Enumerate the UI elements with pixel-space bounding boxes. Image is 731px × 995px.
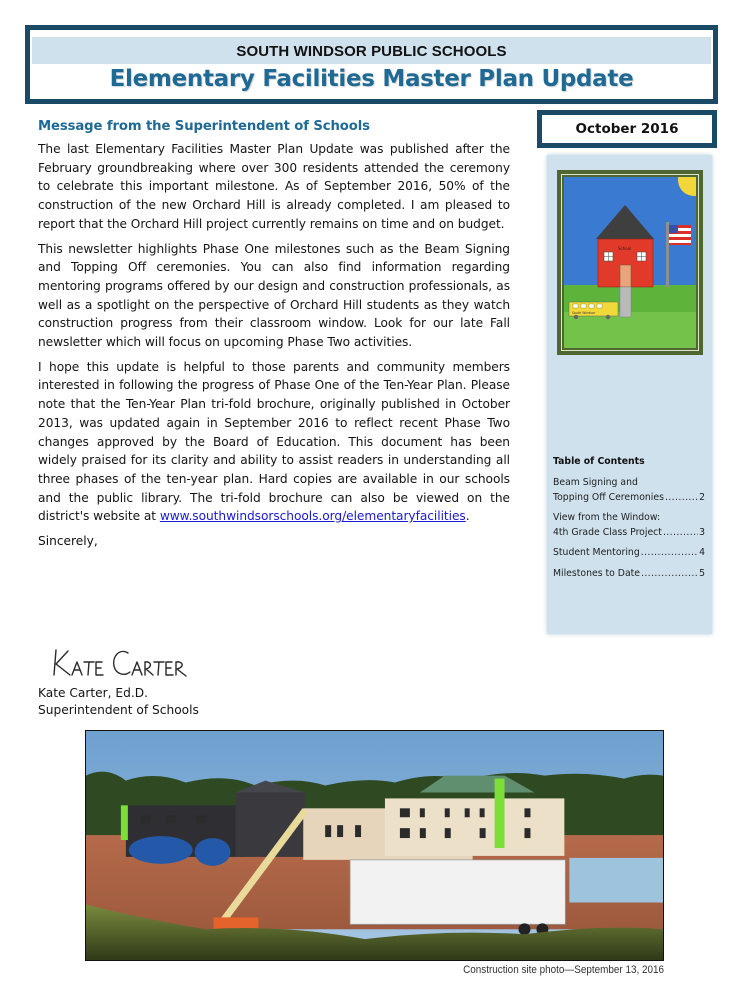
toc-leader-dots <box>665 491 698 506</box>
house-door <box>620 265 631 287</box>
toc-item-label: Student Mentoring <box>553 547 640 558</box>
newsletter-title: Elementary Facilities Master Plan Update <box>109 66 634 92</box>
signer-title: Superintendent of Schools <box>38 702 199 717</box>
construction-site-photo <box>85 730 664 961</box>
district-website-link[interactable]: www.southwindsorschools.org/elementaryfacilities <box>159 509 466 524</box>
flagpole <box>666 222 669 287</box>
bus-label: South Windsor <box>572 311 596 315</box>
sidebar <box>547 155 712 634</box>
letter-paragraph-2: This newsletter highlights Phase One milestones such as the Beam Signing and Topping Off ceremonies. You can also find information regarding mentoring programs offered by our design and construction professionals, as well as a spotlight on the perspective of Orchard Hill students as they watch construction progress from their classroom window. Look for our late Fall newsletter which will focus on upcoming Phase Two activities. <box>38 241 510 350</box>
toc-item-line1: View from the Window: <box>553 512 661 523</box>
toc-item-label: Topping Off Ceremonies <box>553 491 664 503</box>
photo-caption: Construction site photo—September 13, 2016 <box>463 964 664 976</box>
toc-title: Table of Contents <box>553 456 645 467</box>
handwritten-signature <box>50 644 210 680</box>
student-drawing <box>564 177 696 348</box>
issue-date: October 2016 <box>537 110 717 148</box>
toc-item-page: 2 <box>699 491 705 503</box>
letter-paragraph-1: The last Elementary Facilities Master Plan Update was published after the February groundbreaking where over 300 residents attended the ceremony to celebrate this important milestone. As of September 2016, 50% of the construction of the new Orchard Hill is already completed. I am pleased to report that the Orchard Hill project currently remains on time and on budget. <box>38 142 510 231</box>
toc-item-page: 5 <box>699 567 705 579</box>
letter-paragraph-3-text: I hope this update is helpful to those parents and community members interested in following the progress of Phase One of the Ten-Year Plan. Please note that the Ten-Year Plan tri-fold brochure, originally published in October 2013, was updated again in September 2016 to reflect recent Phase Two changes approved by the Board of Education. This document has been widely praised for its clarity and ability to assist readers in understanding all three phases of the ten-year plan. Hard copies are available in our schools and the public library. The tri-fold brochure can also be viewed on the district's website at <box>38 359 510 524</box>
sign-off: Sincerely, <box>38 534 98 549</box>
newsletter-header <box>25 25 718 104</box>
toc-item-page: 4 <box>699 547 705 558</box>
toc-item[interactable] <box>553 546 705 561</box>
toc-item[interactable] <box>553 476 705 505</box>
toc-leader-dots <box>663 526 698 541</box>
toc-item-label: 4th Grade Class Project <box>553 526 662 538</box>
toc-leader-dots <box>641 567 698 582</box>
toc-item[interactable] <box>553 567 705 582</box>
link-period: . <box>465 509 470 524</box>
toc-item-line1: Beam Signing and <box>553 477 638 488</box>
organization-name: SOUTH WINDSOR PUBLIC SCHOOLS <box>236 43 507 60</box>
signer-name: Kate Carter, Ed.D. <box>38 686 148 700</box>
flag-icon <box>669 225 691 245</box>
superintendent-letter <box>38 119 510 550</box>
toc-item-label: Milestones to Date <box>553 567 641 579</box>
toc-leader-dots <box>641 546 698 561</box>
house-sign: School <box>618 246 632 251</box>
letter-paragraph-3 <box>38 358 510 526</box>
signer-block <box>38 685 199 718</box>
student-drawing-frame <box>557 170 703 355</box>
toc-item-page: 3 <box>699 526 705 538</box>
table-of-contents <box>553 456 705 587</box>
letter-heading: Message from the Superintendent of Schools <box>38 119 370 134</box>
toc-item[interactable] <box>553 511 705 540</box>
